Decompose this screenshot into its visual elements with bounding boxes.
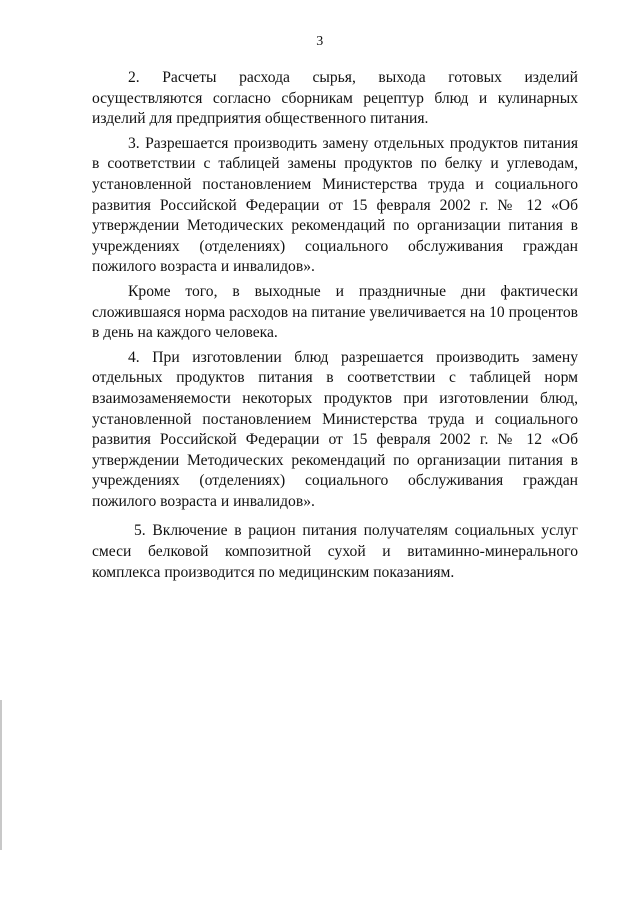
- page-number: 3: [316, 34, 324, 49]
- scan-edge-mark: [0, 700, 2, 850]
- paragraph-additional-note: Кроме того, в выходные и праздничные дни фактически сложившаяся норма расходов на питание увеличивается на 10 процентов в день на каждого человека.: [92, 282, 578, 342]
- paragraph-item-2: 2. Расчеты расхода сырья, выхода готовых изделий осуществляются согласно сборникам рецептур блюд и кулинарных изделий для предприятия общественного питания.: [92, 69, 578, 128]
- paragraph-item-3: 3. Разрешается производить замену отдельных продуктов питания в соответствии с таблицей замены продуктов по белку и углеводам, установленной постановлением Министерства труда и социального развития Российской Федерации от 15 февраля 2002 г. № 12 «Об утверждении Методических рекомендаций по организации питания в учреждениях (отделениях) социального обслуживания граждан пожилого возраста и инвалидов».: [92, 134, 578, 276]
- paragraph-item-4: 4. При изготовлении блюд разрешается производить замену отдельных продуктов питания в соответствии с таблицей норм взаимозаменяемости некоторых продуктов при изготовлении блюд, установленной постановлением Министерства труда и социального развития Российской Федерации от 15 февраля 2002 г. № 12 «Об утверждении Методических рекомендаций по организации питания в учреждениях (отделениях) социального обслуживания граждан пожилого возраста и инвалидов».: [92, 348, 578, 510]
- document-body: [92, 68, 578, 587]
- paragraph-item-5: 5. Включение в рацион питания получателям социальных услуг смеси белковой композитной сухой и витаминно-минерального комплекса производится по медицинским показаниям.: [92, 522, 578, 581]
